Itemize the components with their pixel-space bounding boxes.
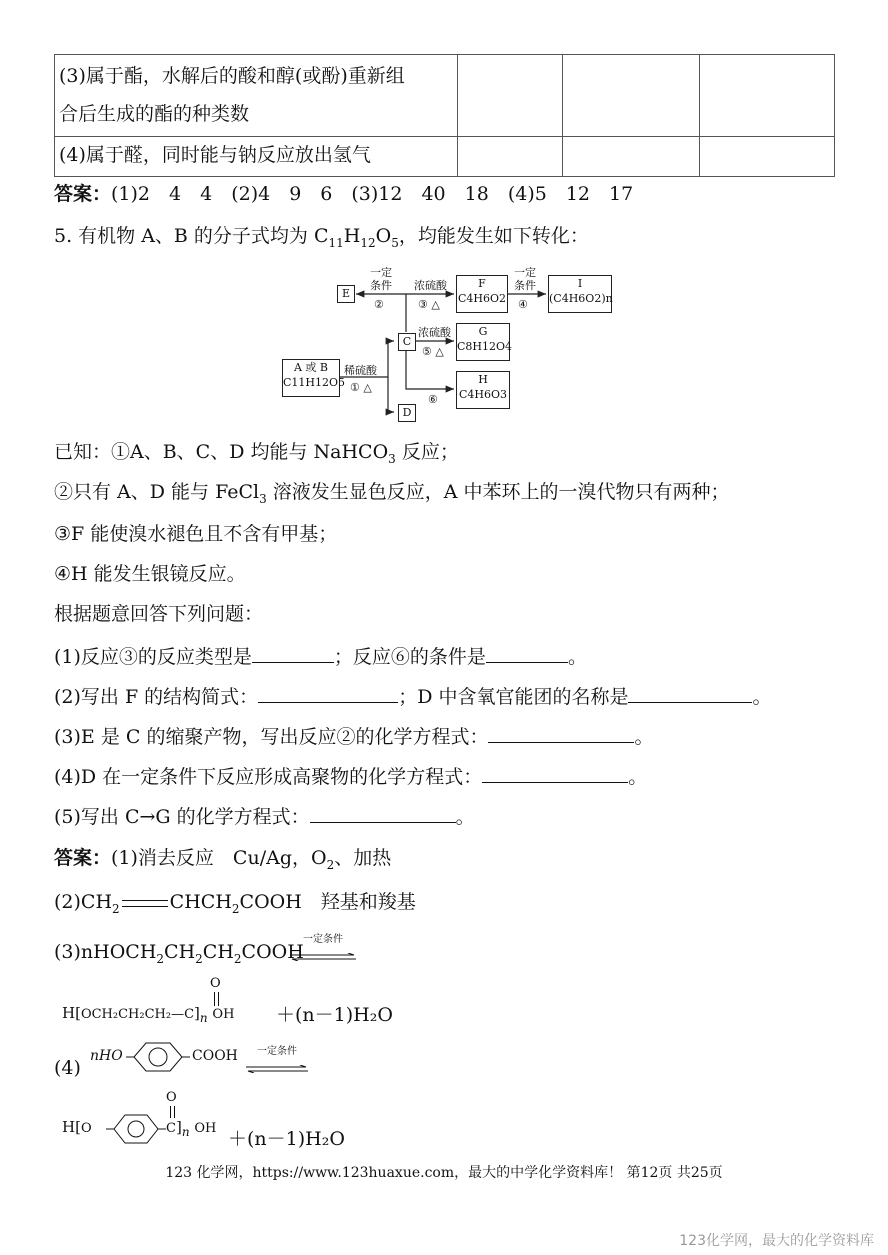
q5-sub3: 5 (391, 235, 399, 250)
box-h (456, 371, 510, 409)
product-3-water: ＋(n－1)H₂O (276, 1004, 393, 1026)
answer2-a2c: COOH 羟基和羧基 (239, 891, 416, 913)
product-4-structure (62, 1090, 402, 1150)
arrow-1-to-d (388, 377, 394, 412)
answer2-a3-sub2: 2 (195, 951, 203, 966)
equilibrium-arrow-icon (246, 1065, 308, 1073)
product-4-c: C (166, 1121, 176, 1136)
bracket-right-icon: ] (194, 1004, 200, 1022)
answer2-line2 (54, 890, 416, 921)
answer2-a3: (3)nHOCH (54, 941, 157, 963)
product-3-structure (62, 976, 402, 1030)
product-4-h: H (62, 1118, 76, 1136)
arrow2-top-label-1: 一定 (370, 266, 392, 279)
known-1 (54, 440, 459, 471)
product-4-carbonyl: O (166, 1090, 177, 1105)
q5-mid2: O (375, 225, 392, 247)
q5-text-a: (5)写出 C→G 的化学方程式： (54, 806, 310, 828)
product-3-oh: OH (212, 1007, 235, 1022)
known-1a: 已知：①A、B、C、D 均能与 NaHCO (54, 441, 389, 463)
box-i (548, 275, 612, 313)
product-3-h: H (62, 1004, 76, 1022)
box-c (398, 333, 416, 351)
q5-text-b: 。 (455, 806, 475, 828)
box-i-label: I (577, 277, 583, 290)
reactant-4-cooh: COOH (192, 1048, 238, 1064)
bracket-left-icon: [ (75, 1118, 81, 1136)
answer-label: 答案： (54, 183, 112, 205)
q5-blank[interactable] (310, 804, 456, 823)
equilibrium-arrow-icon (290, 953, 356, 961)
product-3-formula (62, 1004, 234, 1025)
box-g-label: G (478, 325, 488, 338)
arrow6-bottom-label: ⑥ (428, 393, 438, 406)
product-4-o: O (80, 1121, 92, 1136)
answer2-a2b: CHCH (169, 891, 232, 913)
box-f (456, 275, 508, 313)
arrow4-bottom-label: ④ (518, 298, 528, 311)
arrow1-bottom-label: ① △ (350, 381, 372, 394)
arrow2-top-label-2: 条件 (370, 279, 392, 292)
questions-intro: 根据题意回答下列问题： (54, 603, 264, 625)
q1-blank-1[interactable] (252, 644, 334, 663)
bracket-left-icon: [ (75, 1004, 81, 1022)
condition-arrow-3-label: 一定条件 (303, 934, 343, 945)
answer2-a3d: COOH (241, 941, 304, 963)
box-h-label: H (478, 373, 488, 386)
box-ab-label: A 或 B (293, 361, 329, 374)
benzene-ring-icon (106, 1112, 166, 1146)
q2-blank-1[interactable] (258, 684, 398, 703)
box-g-formula: C8H12O4 (457, 340, 513, 353)
question-3 (54, 724, 653, 749)
carbonyl-o-label: O (210, 976, 221, 991)
double-bond-icon (122, 900, 168, 907)
box-e (337, 285, 355, 303)
q5-mid1: H (343, 225, 361, 247)
known-2b: 溶液发生显色反应，A 中苯环上的一溴代物只有两种； (266, 481, 730, 503)
product-4-water: ＋(n－1)H₂O (228, 1128, 345, 1150)
q1-text-b: ；反应⑥的条件是 (333, 646, 486, 668)
condition-arrow-4-label: 一定条件 (257, 1046, 297, 1057)
q1-blank-2[interactable] (486, 644, 568, 663)
q5-stem-b: ，均能发生如下转化： (398, 225, 589, 247)
answer2-line3 (54, 940, 304, 971)
condition-arrow-4 (246, 1046, 308, 1077)
product-4-start (62, 1118, 92, 1136)
q3-text-a: (3)E 是 C 的缩聚产物，写出反应②的化学方程式： (54, 726, 489, 748)
answer2-a3b: CH (164, 941, 196, 963)
box-f-label: F (478, 277, 486, 290)
arrow5-bottom-label: ⑤ △ (422, 345, 444, 358)
carbonyl-double-bond-icon (170, 1106, 175, 1118)
q4-text-a: (4)D 在一定条件下反应形成高聚物的化学方程式： (54, 766, 483, 788)
box-c-label: C (402, 335, 412, 348)
answer2-a3c: CH (202, 941, 234, 963)
box-h-formula: C4H6O3 (458, 388, 508, 401)
known-1-sub: 3 (388, 451, 396, 466)
product-4-oh: OH (194, 1121, 217, 1136)
answer2-label: 答案： (54, 847, 112, 869)
reaction-diagram (0, 0, 888, 430)
box-ab-formula: C11H12O5 (283, 376, 346, 389)
q2-text-b: ；D 中含氧官能团的名称是 (398, 686, 629, 708)
arrow4-top-label-2: 条件 (514, 279, 536, 292)
arrow3-top-label: 浓硫酸 (414, 279, 447, 292)
known-2 (54, 480, 730, 511)
row3-text-line2: 合后生成的酯的种类数 (59, 103, 250, 125)
box-e-label: E (341, 287, 351, 300)
question-5 (54, 804, 475, 829)
answer2-a1b: 、加热 (334, 847, 392, 869)
known-1b: 反应； (395, 441, 459, 463)
condition-arrow-3 (290, 934, 356, 965)
q5-sub2: 12 (360, 235, 376, 250)
product-3-n: n (199, 1011, 208, 1025)
arrow4-top-label-1: 一定 (514, 266, 536, 279)
question-1 (54, 644, 587, 669)
arrow2-bottom-label: ② (374, 298, 384, 311)
arrow1-top-label: 稀硫酸 (344, 364, 377, 377)
box-d-label: D (402, 406, 412, 419)
answer2-line1 (54, 846, 391, 877)
q2-text-c: 。 (752, 686, 772, 708)
q2-blank-2[interactable] (628, 684, 752, 703)
q4-blank[interactable] (482, 764, 628, 783)
arrow3-bottom-label: ③ △ (418, 298, 440, 311)
diagram-arrows (0, 0, 888, 430)
box-f-formula: C4H6O2 (457, 292, 507, 305)
q5-sub1: 11 (328, 235, 344, 250)
watermark: 123化学网，最大的化学资料库 (679, 1233, 874, 1249)
product-4-n: n (181, 1125, 190, 1139)
arrow-1-to-c (388, 341, 394, 377)
q4-text-b: 。 (628, 766, 648, 788)
product-4-end (166, 1118, 216, 1139)
row3-text-line1: (3)属于酯，水解后的酸和醇(或酚)重新组 (59, 65, 405, 87)
q1-text-c: 。 (567, 646, 587, 668)
known-2-sub: 3 (259, 491, 267, 506)
answer2-a3-sub3: 2 (233, 951, 242, 966)
q5-stem-a: 5. 有机物 A、B 的分子式均为 C (54, 225, 329, 247)
product-3-chain: OCH₂CH₂CH₂—C (80, 1007, 195, 1022)
answer2-a2-sub2: 2 (231, 901, 240, 916)
answer1-text: (1)2 4 4 (2)4 9 6 (3)12 40 18 (4)5 12 17 (111, 183, 634, 205)
known-4: ④H 能发生银镜反应。 (54, 563, 246, 585)
known-3: ③F 能使溴水褪色且不含有甲基； (54, 523, 338, 545)
row4-text: (4)属于醛，同时能与钠反应放出氢气 (59, 144, 371, 166)
reactant-4-ho: nHO (90, 1048, 123, 1064)
question-4 (54, 764, 647, 789)
answer2-line4-label: (4) (54, 1057, 81, 1079)
answer2-a2: (2)CH (54, 891, 113, 913)
answer2-a3-sub: 2 (156, 951, 165, 966)
question-2 (54, 684, 771, 709)
answer2-a1-sub: 2 (326, 857, 335, 872)
q2-text-a: (2)写出 F 的结构简式： (54, 686, 259, 708)
answer2-a2-sub: 2 (112, 901, 120, 916)
arrow5-top-label: 浓硫酸 (418, 326, 451, 339)
box-g (456, 323, 513, 361)
benzene-ring-icon (126, 1040, 190, 1074)
q1-text-a: (1)反应③的反应类型是 (54, 646, 252, 668)
box-a-or-b (282, 359, 346, 397)
answer2-a1: (1)消去反应 Cu/Ag，O (111, 847, 327, 869)
page-footer: 123 化学网，https://www.123huaxue.com，最大的中学化学资料库！ 第12页 共25页 (165, 1165, 723, 1181)
box-d (398, 404, 416, 422)
bracket-right-icon: ] (175, 1118, 182, 1136)
q3-blank[interactable] (488, 724, 634, 743)
q3-text-b: 。 (634, 726, 654, 748)
known-2a: ②只有 A、D 能与 FeCl (54, 481, 260, 503)
box-i-formula: (C4H6O2)n (549, 292, 613, 305)
